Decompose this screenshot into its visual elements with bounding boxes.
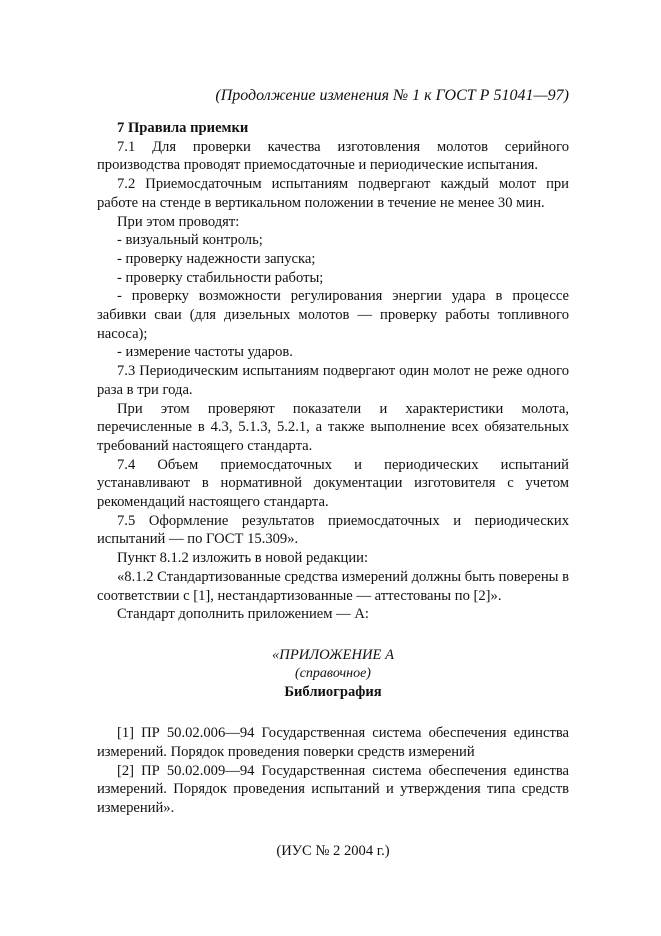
appendix-title: «ПРИЛОЖЕНИЕ А <box>272 646 394 663</box>
bibliography-heading: Библиография <box>284 684 382 701</box>
paragraph-8-1-2: «8.1.2 Стандартизованные средства измерений должны быть поверены в соответствии с [1], нестандартизованные — аттестованы по [2]». <box>97 568 569 604</box>
paragraph-7-3-checks: При этом проверяют показатели и характеристики молота, перечисленные в 4.3, 5.1.3, 5.2.1, а также выполнение всех обязательных требований настоящего стандарта. <box>97 400 569 454</box>
paragraph-checks-intro: При этом проводят: <box>117 213 240 230</box>
paragraph-7-4: 7.4 Объем приемосдаточных и периодических испытаний устанавливают в нормативной документации изготовителя с учетом рекомендаций настоящего стандарта. <box>97 456 569 511</box>
section-title: 7 Правила приемки <box>117 120 249 136</box>
list-item-visual: - визуальный контроль; <box>117 232 263 249</box>
continuation-header: (Продолжение изменения № 1 к ГОСТ Р 51041—97) <box>215 87 569 104</box>
paragraph-7-3: 7.3 Периодическим испытаниям подвергают один молот не реже одного раза в три года. <box>97 363 569 398</box>
appendix-subtitle: (справочное) <box>295 665 371 681</box>
ius-footer: (ИУС № 2 2004 г.) <box>276 842 390 859</box>
paragraph-7-2: 7.2 Приемосдаточным испытаниям подвергают каждый молот при работе на стенде в вертикальном положении в течение не менее 30 мин. <box>97 176 569 211</box>
document-body <box>97 119 569 860</box>
list-item-stability: - проверку стабильности работы; <box>117 269 324 286</box>
reference-2: [2] ПР 50.02.009—94 Государственная система обеспечения единства измерений. Порядок проведения испытаний и утверждения типа средств измерений». <box>97 762 569 816</box>
list-item-start: - проверку надежности запуска; <box>117 250 316 267</box>
paragraph-7-5: 7.5 Оформление результатов приемосдаточных и периодических испытаний — по ГОСТ 15.309». <box>97 512 569 548</box>
paragraph-appendix-intro: Стандарт дополнить приложением — А: <box>117 606 369 623</box>
list-item-frequency: - измерение частоты ударов. <box>117 344 293 361</box>
list-item-energy: - проверку возможности регулирования энергии удара в процессе забивки сваи (для дизельных молотов — проверку работы топливного насоса); <box>97 288 569 342</box>
paragraph-7-1: 7.1 Для проверки качества изготовления молотов серийного производства проводят приемосдаточные и периодические испытания. <box>97 138 569 174</box>
paragraph-8-1-2-intro: Пункт 8.1.2 изложить в новой редакции: <box>117 550 369 567</box>
reference-1: [1] ПР 50.02.006—94 Государственная система обеспечения единства измерений. Порядок проведения поверки средств измерений <box>97 725 569 760</box>
spacer <box>97 702 569 724</box>
